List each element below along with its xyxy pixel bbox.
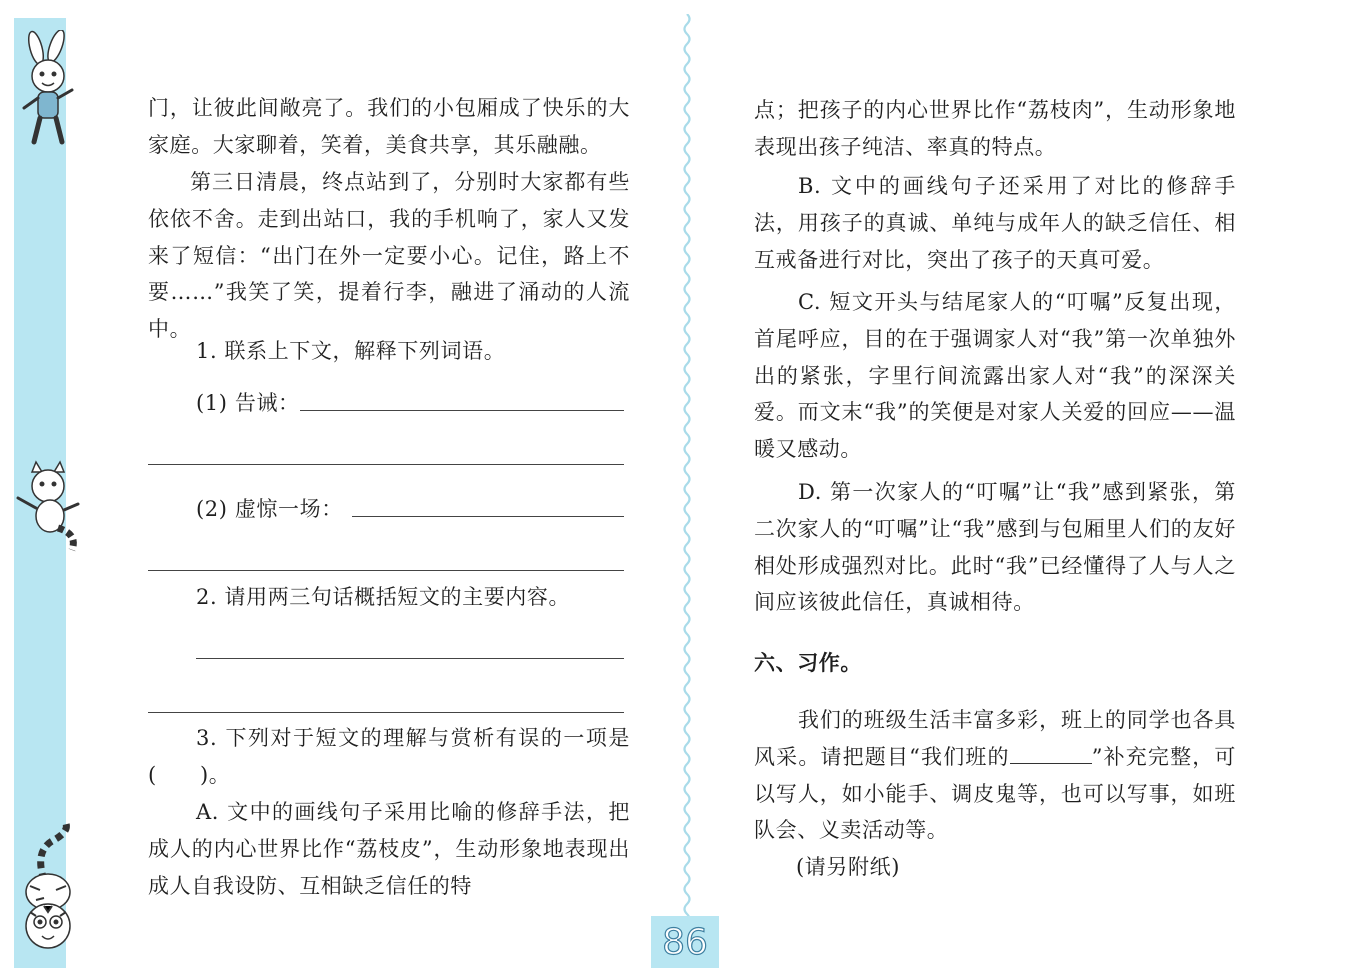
question-1: 1. 联系上下文，解释下列词语。 [196,339,506,363]
essay-prompt-start: 我们的班级生活丰富多彩，班上的同学也各具风采。请把题目“我们班的 [754,708,1236,769]
story-paragraph-2: 第三日清晨，终点站到了，分别时大家都有些依依不舍。走到出站口，我的手机响了，家人又发来了短信：“出门在外一定要小心。记住，路上不要……”我笑了笑，提着行李，融进了涌动的人流中。 [148,170,630,342]
rabbit-mascot-icon [12,30,84,150]
answer-line[interactable] [148,712,624,713]
section-6-heading: 六、习作。 [754,650,862,675]
tiger-mascot-icon [14,820,84,956]
story-paragraph-1: 门，让彼此间敞亮了。我们的小包厢成了快乐的大家庭。大家聊着，笑着，美食共享，其乐融融。 [148,96,630,157]
question-1b-label: (2) 虚惊一场： [196,497,343,521]
answer-line[interactable] [300,410,624,411]
answer-line[interactable] [148,464,624,465]
answer-line[interactable] [148,570,624,571]
attach-paper-note: (请另附纸) [796,855,900,879]
page-number: 86 [651,916,719,968]
answer-line[interactable] [352,516,624,517]
option-a-continued: 点；把孩子的内心世界比作“荔枝肉”，生动形象地表现出孩子纯洁、率真的特点。 [754,98,1236,159]
question-2: 2. 请用两三句话概括短文的主要内容。 [196,585,571,609]
answer-line[interactable] [196,658,624,659]
essay-prompt-end: ”补充完整，可以写人，如小能手、调皮鬼等，也可以写事，如班队会、义卖活动等。 [754,744,1236,843]
kitten-mascot-icon [12,458,86,554]
question-3: 3. 下列对于短文的理解与赏析有误的一项是( )。 [148,726,630,787]
option-c: C. 短文开头与结尾家人的“叮嘱”反复出现，首尾呼应，目的在于强调家人对“我”第一次单独外出的紧张，字里行间流露出家人对“我”的深深关爱。而文末“我”的笑便是对家人关爱的回应——温暖又感动。 [754,290,1236,462]
option-d: D. 第一次家人的“叮嘱”让“我”感到紧张，第二次家人的“叮嘱”让“我”感到与包厢里人们的友好相处形成强烈对比。此时“我”已经懂得了人与人之间应该彼此信任，真诚相待。 [754,480,1236,615]
option-b: B. 文中的画线句子还采用了对比的修辞手法，用孩子的真诚、单纯与成年人的缺乏信任、相互戒备进行对比，突出了孩子的天真可爱。 [754,174,1236,272]
option-a: A. 文中的画线句子采用比喻的修辞手法，把成人的内心世界比作“荔枝皮”，生动形象地表现出成人自我设防、互相缺乏信任的特 [148,800,630,898]
question-1a-label: (1) 告诫： [196,391,300,415]
title-blank[interactable] [1010,745,1092,764]
book-spine [681,14,693,944]
essay-prompt [754,702,1236,849]
